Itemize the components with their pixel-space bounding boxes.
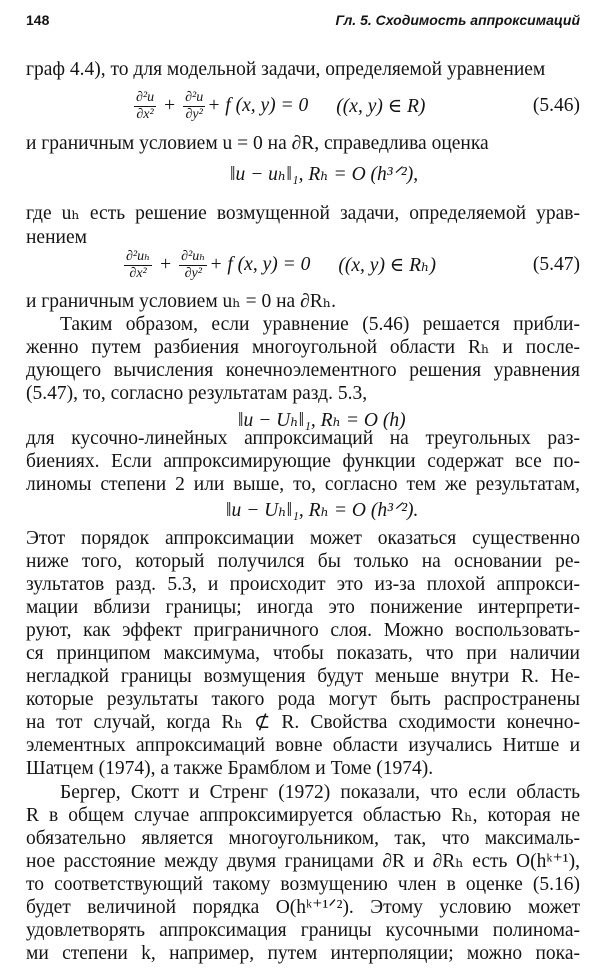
- estimate-1: ‖u − uₕ‖₁, Rₕ = O (h³ᐟ²),: [230, 164, 419, 185]
- text-line: зультатов разд. 5.3, и происходит это из-за плохой аппрокси-: [26, 574, 580, 595]
- text-line: Таким образом, если уравнение (5.46) решается прибли-: [60, 314, 580, 335]
- plus-sign: +: [164, 95, 176, 116]
- equation-number: (5.46): [532, 95, 580, 116]
- text-line: дующего вычисления конечноэлементного решения уравнения: [26, 360, 580, 381]
- text-line: R в общем случае аппроксимируется областью Rₕ, которая не: [26, 805, 580, 826]
- text-line: и граничным условием uₕ = 0 на ∂Rₕ.: [26, 291, 337, 312]
- text-line: обязательно является многоугольником, так, что максималь-: [26, 828, 580, 849]
- equation-number: (5.47): [532, 254, 580, 275]
- text-line: элементных аппроксимаций вовне области изучались Нитше и: [26, 735, 580, 756]
- equation-rest: + f (x, y) = 0: [209, 254, 311, 275]
- text-line: женно путем разбиения многоугольной области Rₕ и после-: [26, 337, 580, 358]
- equation-5-47: [26, 245, 580, 285]
- text-line: мации вблизи границы; иногда это понижение интерпрети-: [26, 597, 580, 618]
- text-line: ное расстояние между двумя границами ∂R и ∂Rₕ есть O(hᵏ⁺¹),: [26, 851, 580, 872]
- text-line: и граничным условием u = 0 на ∂R, справедлива оценка: [26, 133, 489, 154]
- text-line: на тот случай, когда Rₕ ⊄ R. Свойства сходимости конечно-: [26, 712, 580, 733]
- estimate-3: ‖u − Uₕ‖₁, Rₕ = O (h³ᐟ²).: [226, 500, 419, 521]
- text-line: негладкой границы возмущения будут меньше внутри R. Не-: [26, 666, 580, 687]
- text-line: удовлетворять аппроксимация границы кусочными полинома-: [26, 920, 580, 941]
- text-line: где uₕ есть решение возмущенной задачи, определяемой урав-: [26, 203, 580, 224]
- plus-sign: +: [160, 254, 172, 275]
- text-line: ся принципом максимума, чтобы показать, что при наличии: [26, 643, 580, 664]
- fraction: $\frac{\text{∂²uₕ}}{\text{∂y²}}$: [181, 248, 206, 281]
- text-line: Бергер, Скотт и Стренг (1972) показали, что если область: [60, 782, 580, 803]
- equation-condition: ((x, y) ∈ Rₕ): [338, 255, 436, 276]
- text-line: Шатцем (1974), а также Брамблом и Томе (1974).: [26, 758, 434, 779]
- running-header: [26, 12, 580, 34]
- text-line: которые результаты такого рода могут быть распространены: [26, 689, 580, 710]
- equation-5-46: [26, 86, 580, 126]
- text-line: (5.47), то, согласно результатам разд. 5.3,: [26, 383, 368, 404]
- equation-condition: ((x, y) ∈ R): [336, 96, 426, 117]
- text-line: граф 4.4), то для модельной задачи, определяемой уравнением: [26, 59, 546, 80]
- text-line: Этот порядок аппроксимации может оказаться существенно: [26, 528, 580, 549]
- fraction: $\frac{\text{∂²uₕ}}{\text{∂x²}}$: [126, 248, 151, 281]
- fraction: $\frac{\text{∂²u}}{\text{∂y²}}$: [185, 89, 204, 122]
- text-line: ми степени k, например, путем интерполяции; можно пока-: [26, 943, 580, 964]
- text-line: нением: [26, 227, 87, 248]
- text-line: будет величиной порядка O(hᵏ⁺¹ᐟ²). Этому условию может: [26, 897, 580, 918]
- text-line: для кусочно-линейных аппроксимаций на треугольных раз-: [26, 428, 580, 449]
- text-line: то соответствующий такому возмущению член в оценке (5.16): [26, 874, 580, 895]
- text-line: ниже того, который получился бы только на основании ре-: [26, 551, 580, 572]
- text-line: руют, как эффект приграничного слоя. Можно воспользовать-: [26, 620, 580, 641]
- fraction: $\frac{\text{∂²u}}{\text{∂x²}}$: [136, 89, 155, 122]
- text-line: линомы степени 2 или выше, то, согласно тем же результатам,: [26, 474, 580, 495]
- page-number: 148: [26, 12, 50, 28]
- estimate-2: ‖u − Uₕ‖₁, Rₕ = O (h): [238, 410, 406, 431]
- text-line: биениях. Если аппроксимирующие функции содержат все по-: [26, 451, 580, 472]
- equation-rest: + f (x, y) = 0: [207, 95, 309, 116]
- chapter-title: Гл. 5. Сходимость аппроксимаций: [335, 12, 580, 28]
